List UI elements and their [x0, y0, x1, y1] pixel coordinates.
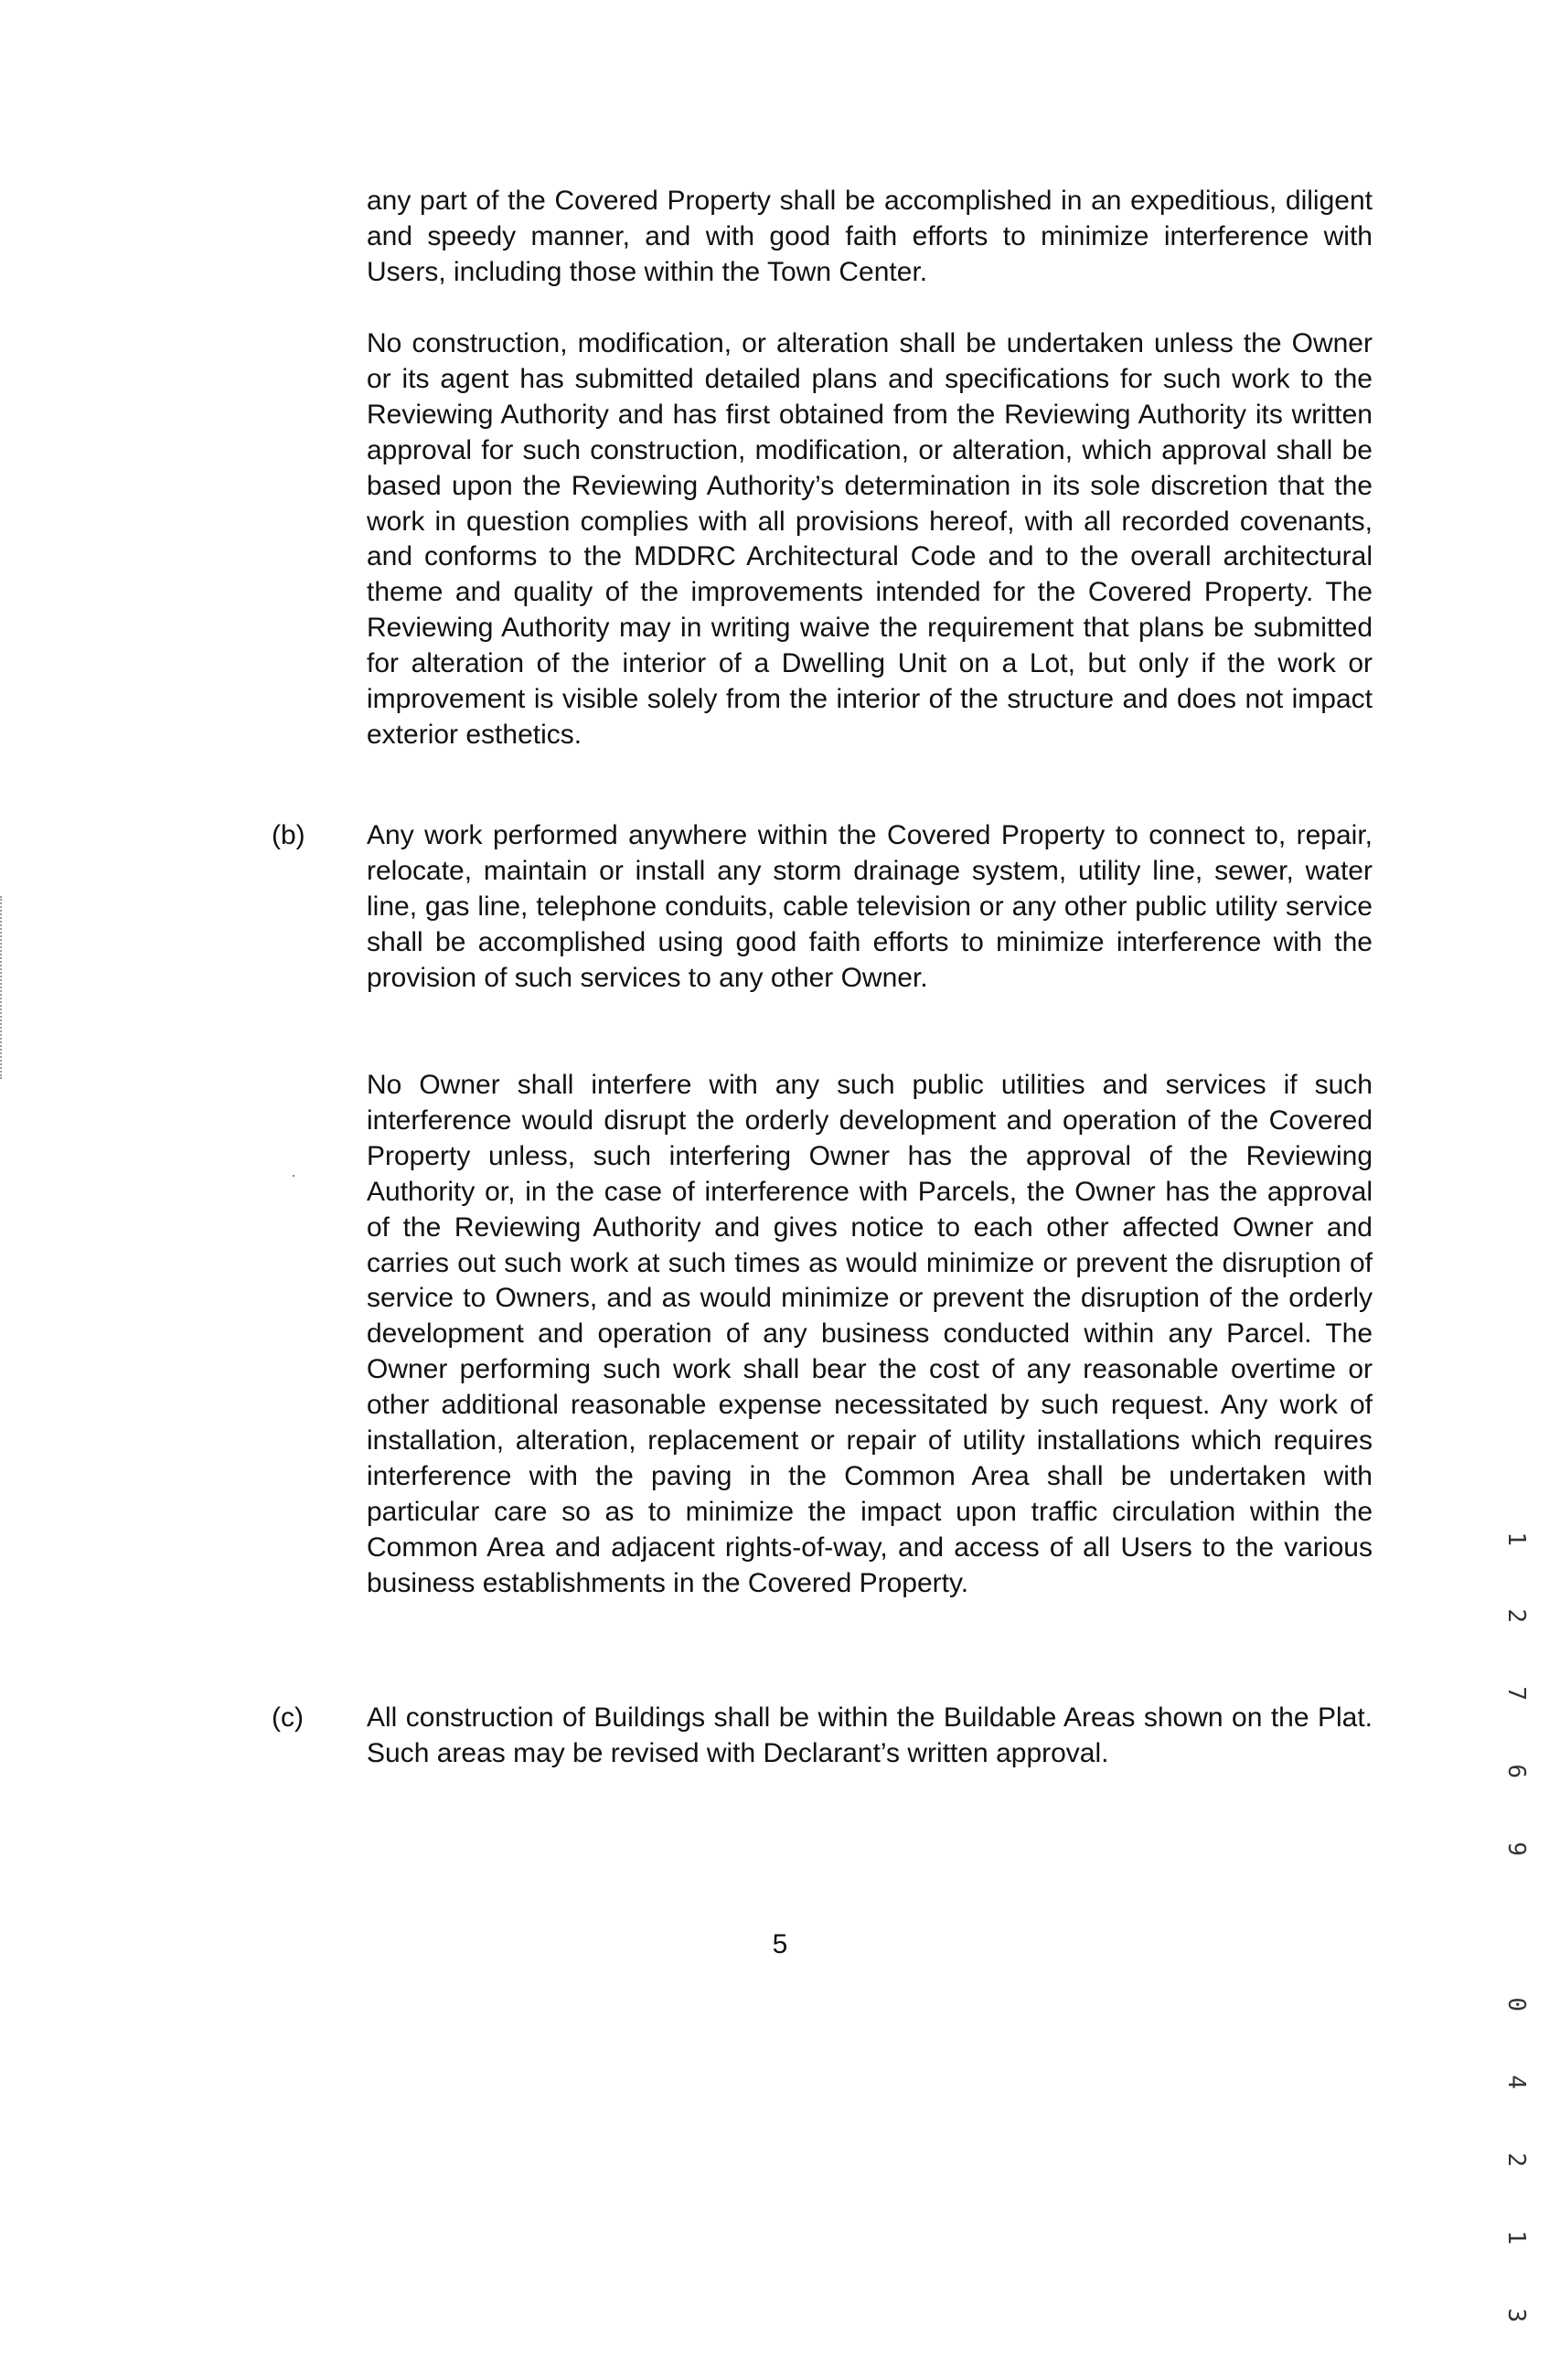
- paragraph-approval-requirement: No construction, modification, or alteration shall be undertaken unless the Owner or its agent has submitted detailed plans and specifications for such work to the Reviewing Authority and has first obtained from the Reviewing Authority its written approval for such construction, modification, or alteration, which approval shall be based upon the Reviewing Authority’s determination in its sole discretion that the work in question complies with all provisions hereof, with all recorded covenants, and conforms to the MDDRC Architectural Code and to the overall architectural theme and quality of the improvements intended for the Covered Property. The Reviewing Authority may in writing waive the requirement that plans be submitted for alteration of the interior of a Dwelling Unit on a Lot, but only if the work or improvement is visible solely from the interior of the structure and does not impact exterior esthetics.: [367, 328, 1373, 750]
- paragraph-continuation: any part of the Covered Property shall be accomplished in an expeditious, diligent and speedy manner, and with good faith efforts to minimize interference with Users, including those within the Town Center.: [367, 186, 1373, 287]
- page-number: 5: [772, 1929, 788, 1959]
- reference-digit: 4: [1502, 2075, 1531, 2089]
- reference-digit: 2: [1502, 1608, 1531, 1624]
- reference-digit: 1: [1502, 2229, 1531, 2245]
- paragraph-utility-interference: No Owner shall interfere with any such public utilities and services if such interference would disrupt the orderly development and operation of the Covered Property unless, such interfering Owner has the approval of the Reviewing Authority or, in the case of interference with Parcels, the Owner has the approval of the Reviewing Authority and gives notice to each other affected Owner and carries out such work at such times as would minimize or prevent the disruption of service to Owners, and as would minimize or prevent the disruption of the orderly development and operation of any business conducted within any Parcel. The Owner performing such work shall bear the cost of any reasonable overtime or other additional reasonable expense necessitated by such request. Any work of installation, alteration, replacement or repair of utility installations which requires interference with the paving in the Common Area shall be undertaken with particular care so as to minimize the impact upon traffic circulation within the Common Area and adjacent rights-of-way, and access of all Users to the various business establishments in the Covered Property.: [367, 1070, 1373, 1598]
- reference-digit: 2: [1502, 2152, 1531, 2167]
- reference-digit: 3: [1502, 2307, 1531, 2322]
- scan-edge-artifact: [0, 896, 5, 1079]
- paragraph-utility-work: Any work performed anywhere within the Covered Property to connect to, repair, relocate, maintain or install any storm drainage system, utility line, sewer, water line, gas line, telephone conduits, cable television or any other public utility service shall be accomplished using good faith efforts to minimize interference with the provision of such services to any other Owner.: [367, 820, 1373, 993]
- item-marker-b: (b): [272, 820, 305, 850]
- paragraph-buildable-areas: All construction of Buildings shall be within the Buildable Areas shown on the Plat. Such areas may be revised with Declarant’s written approval.: [367, 1702, 1373, 1768]
- reference-digit: 1: [1502, 1531, 1531, 1546]
- reference-digit: 6: [1502, 1764, 1531, 1779]
- scan-speck: [293, 1175, 294, 1177]
- reference-digit: 7: [1502, 1686, 1531, 1702]
- item-marker-c: (c): [272, 1702, 304, 1733]
- reference-digit: 0: [1502, 1997, 1531, 2012]
- scan-mark-top: [690, 0, 745, 5]
- reference-digit: 9: [1502, 1841, 1531, 1857]
